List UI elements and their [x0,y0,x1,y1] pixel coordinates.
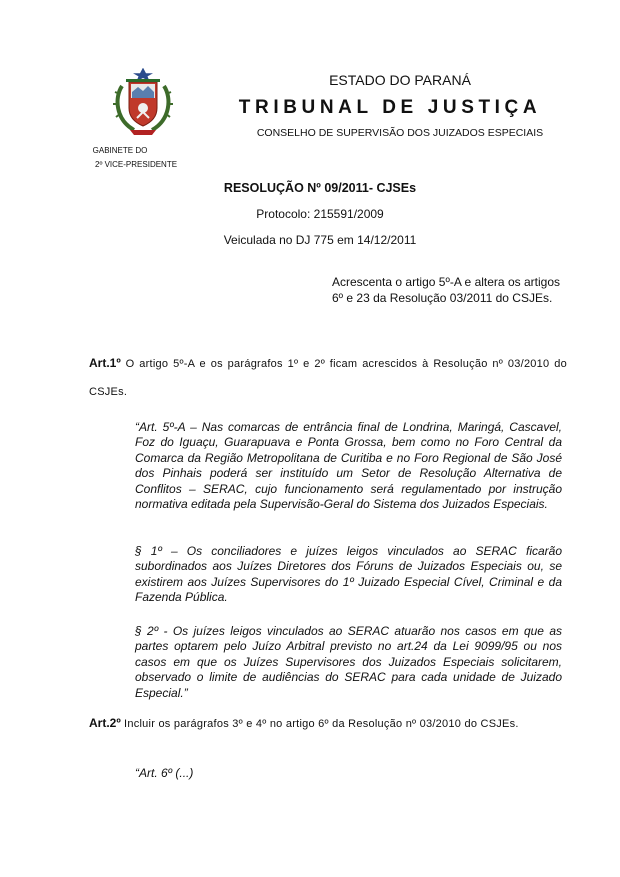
article-1 [89,349,567,406]
court-name: TRIBUNAL DE JUSTIÇA [238,97,542,118]
paragraph-2-quote: § 2º - Os juízes leigos vinculados ao SERAC atuarão nos casos em que as partes optarem pelo Juízo Arbitral previsto no art.24 da Lei 9099/95 ou nos casos em que os Juízes Supervisores dos Juizados Especiais solicitarem, observado o limite de audiências do SERAC para cada unidade de Juizado Especial.” [135,624,562,700]
article-2 [89,716,567,730]
resolution-summary: Acrescenta o artigo 5º-A e altera os artigos 6º e 23 da Resolução 03/2011 do CSJEs. [332,275,560,305]
council-name: CONSELHO DE SUPERVISÃO DOS JUIZADOS ESPECIAIS [256,127,544,139]
article-2-text: Incluir os parágrafos 3º e 4º no artigo 6º da Resolução nº 03/2010 do CSJEs. [120,718,519,730]
parana-coat-of-arms-icon [112,68,174,138]
article-5a-quote: “Art. 5º-A – Nas comarcas de entrância final de Londrina, Maringá, Cascavel, Foz do Iguaçu, Guarapuava e Ponta Grossa, bem como no Foro Central da Comarca da Região Metropolitana de Curitiba e no Foro Regional de São José dos Pinhais poderá ser instituído um Setor de Resolução Alternativa de Conflitos – SERAC, cujo funcionamento será regulamentado por instrução normativa editada pela Supervisão-Geral do Sistema dos Juizados Especiais. [135,420,562,512]
article-1-text: O artigo 5º-A e os parágrafos 1º e 2º ficam acrescidos à Resolução nº 03/2010 do CSJEs. [89,358,567,398]
article-6-quote: “Art. 6º (...) [135,766,194,780]
paragraph-1-quote: § 1º – Os conciliadores e juízes leigos vinculados ao SERAC ficarão subordinados aos Juízes Diretores dos Fóruns de Juizados Especiais ou, se existirem aos Juízes Supervisores do 1º Juizado Especial Cível, Criminal e da Fazenda Pública. [135,544,562,605]
publication-info: Veiculada no DJ 775 em 14/12/2011 [223,233,417,247]
state-name: ESTADO DO PARANÁ [329,72,471,88]
article-1-label: Art.1º [89,356,121,370]
article-2-label: Art.2º [89,716,121,730]
vice-president-label: 2º VICE-PRESIDENTE [95,160,178,169]
office-label: GABINETE DO [92,146,148,155]
resolution-title: RESOLUÇÃO Nº 09/2011- CJSEs [223,181,417,195]
protocol-number: Protocolo: 215591/2009 [256,207,384,221]
